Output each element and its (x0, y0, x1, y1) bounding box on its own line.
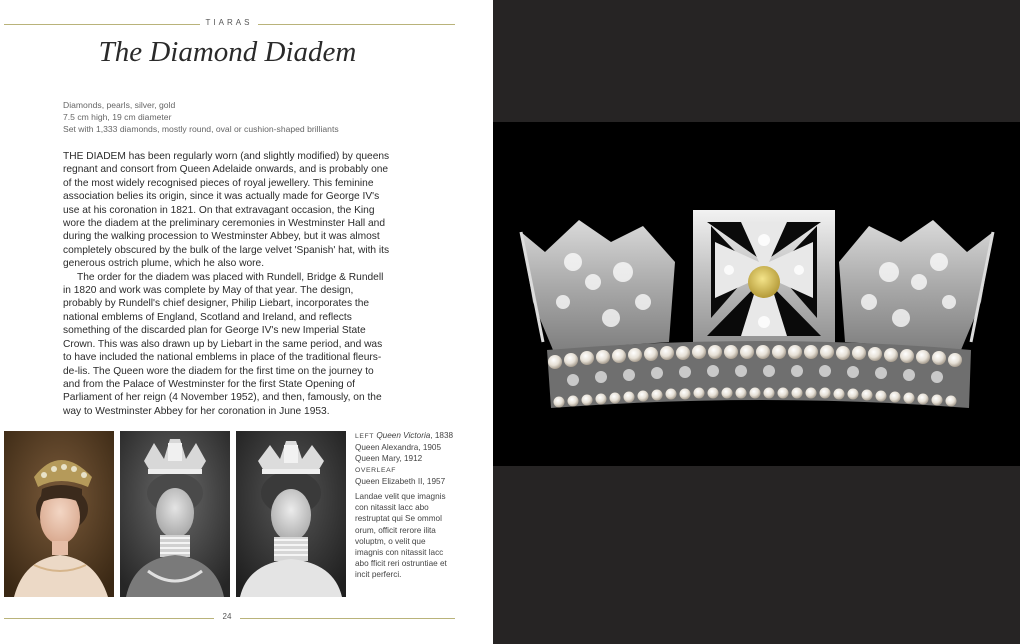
spec-stones: Set with 1,333 diamonds, mostly round, oval or cushion-shaped brilliants (63, 124, 339, 134)
body-text (63, 150, 393, 418)
right-page (493, 0, 1020, 644)
caption-victoria-year: , 1838 (430, 431, 454, 440)
caption-line-2: Queen Alexandra, 1905 (355, 443, 442, 453)
caption-line-3: Queen Mary, 1912 (355, 454, 423, 464)
left-page (0, 0, 493, 644)
header-rule-left (4, 24, 200, 25)
caption-victoria: Queen Victoria (376, 431, 431, 440)
caption-left-label: LEFT (355, 433, 375, 440)
page-footer (0, 612, 455, 624)
specs-block (63, 99, 403, 135)
header-rule-right (258, 24, 455, 25)
spec-dimensions: 7.5 cm high, 19 cm diameter (63, 112, 172, 122)
portrait-queen-mary (236, 431, 346, 597)
portrait-queen-victoria (4, 431, 114, 597)
caption-line-4: Queen Elizabeth II, 1957 (355, 476, 446, 486)
running-header (0, 18, 455, 32)
page-number: 24 (222, 612, 232, 621)
footer-rule-right (240, 618, 455, 619)
page-title: The Diamond Diadem (98, 36, 357, 68)
footer-rule-left (4, 618, 214, 619)
body-paragraph-2: The order for the diadem was placed with Rundell, Bridge & Rundell in 1820 and work was complete by May of that year. The design, probably by Rundell's chief designer, Philip Liebart, incorporates the national emblems of England, Scotland and Ireland, and reflects something of the discarded plan for George IV's new Imperial State Crown. This was also drawn up by Liebart in the same period, and was to have included the national emblems in place of the traditional fleurs-de-lis. The Queen wore the diadem for the first time on the journey to and from the Palace of Westminster for the first State Opening of Parliament of her reign (4 November 1952), and then, famously, on the way to Westminster Abbey for her coronation in June 1953. (63, 271, 384, 417)
portrait-queen-alexandra (120, 431, 230, 597)
caption-paragraph: Landae velit que imagnis con nitassit lacc abo restruptat qui Se ommol orum, officit rerore ilita voluptm, o velit que imagnis con nitassit lacc abo fficit reri ostruntiae et incit perferci. (355, 492, 447, 580)
caption-line-1 (355, 430, 455, 442)
image-caption (355, 430, 455, 581)
section-label: TIARAS (205, 18, 253, 27)
caption-overleaf-label: OVERLEAF (355, 466, 397, 474)
spec-materials: Diamonds, pearls, silver, gold (63, 100, 176, 110)
body-paragraph-1: THE DIADEM has been regularly worn (and slightly modified) by queens regnant and consort from Queen Adelaide onwards, and is probably one of the most widely recognised pieces of royal jewellery. This feminine association belies its origin, since it was actually made for George IV's use at his coronation in 1821. On that extravagant occasion, the King wore the diadem at the preliminary ceremonies in Westminster Hall and during the walking procession to Westminster Abbey, but it was almost completely obscured by the bulk of the large velvet 'Spanish' hat, with its generous ostrich plume, which he also wore. (63, 151, 390, 270)
diadem-photo (493, 122, 1020, 466)
